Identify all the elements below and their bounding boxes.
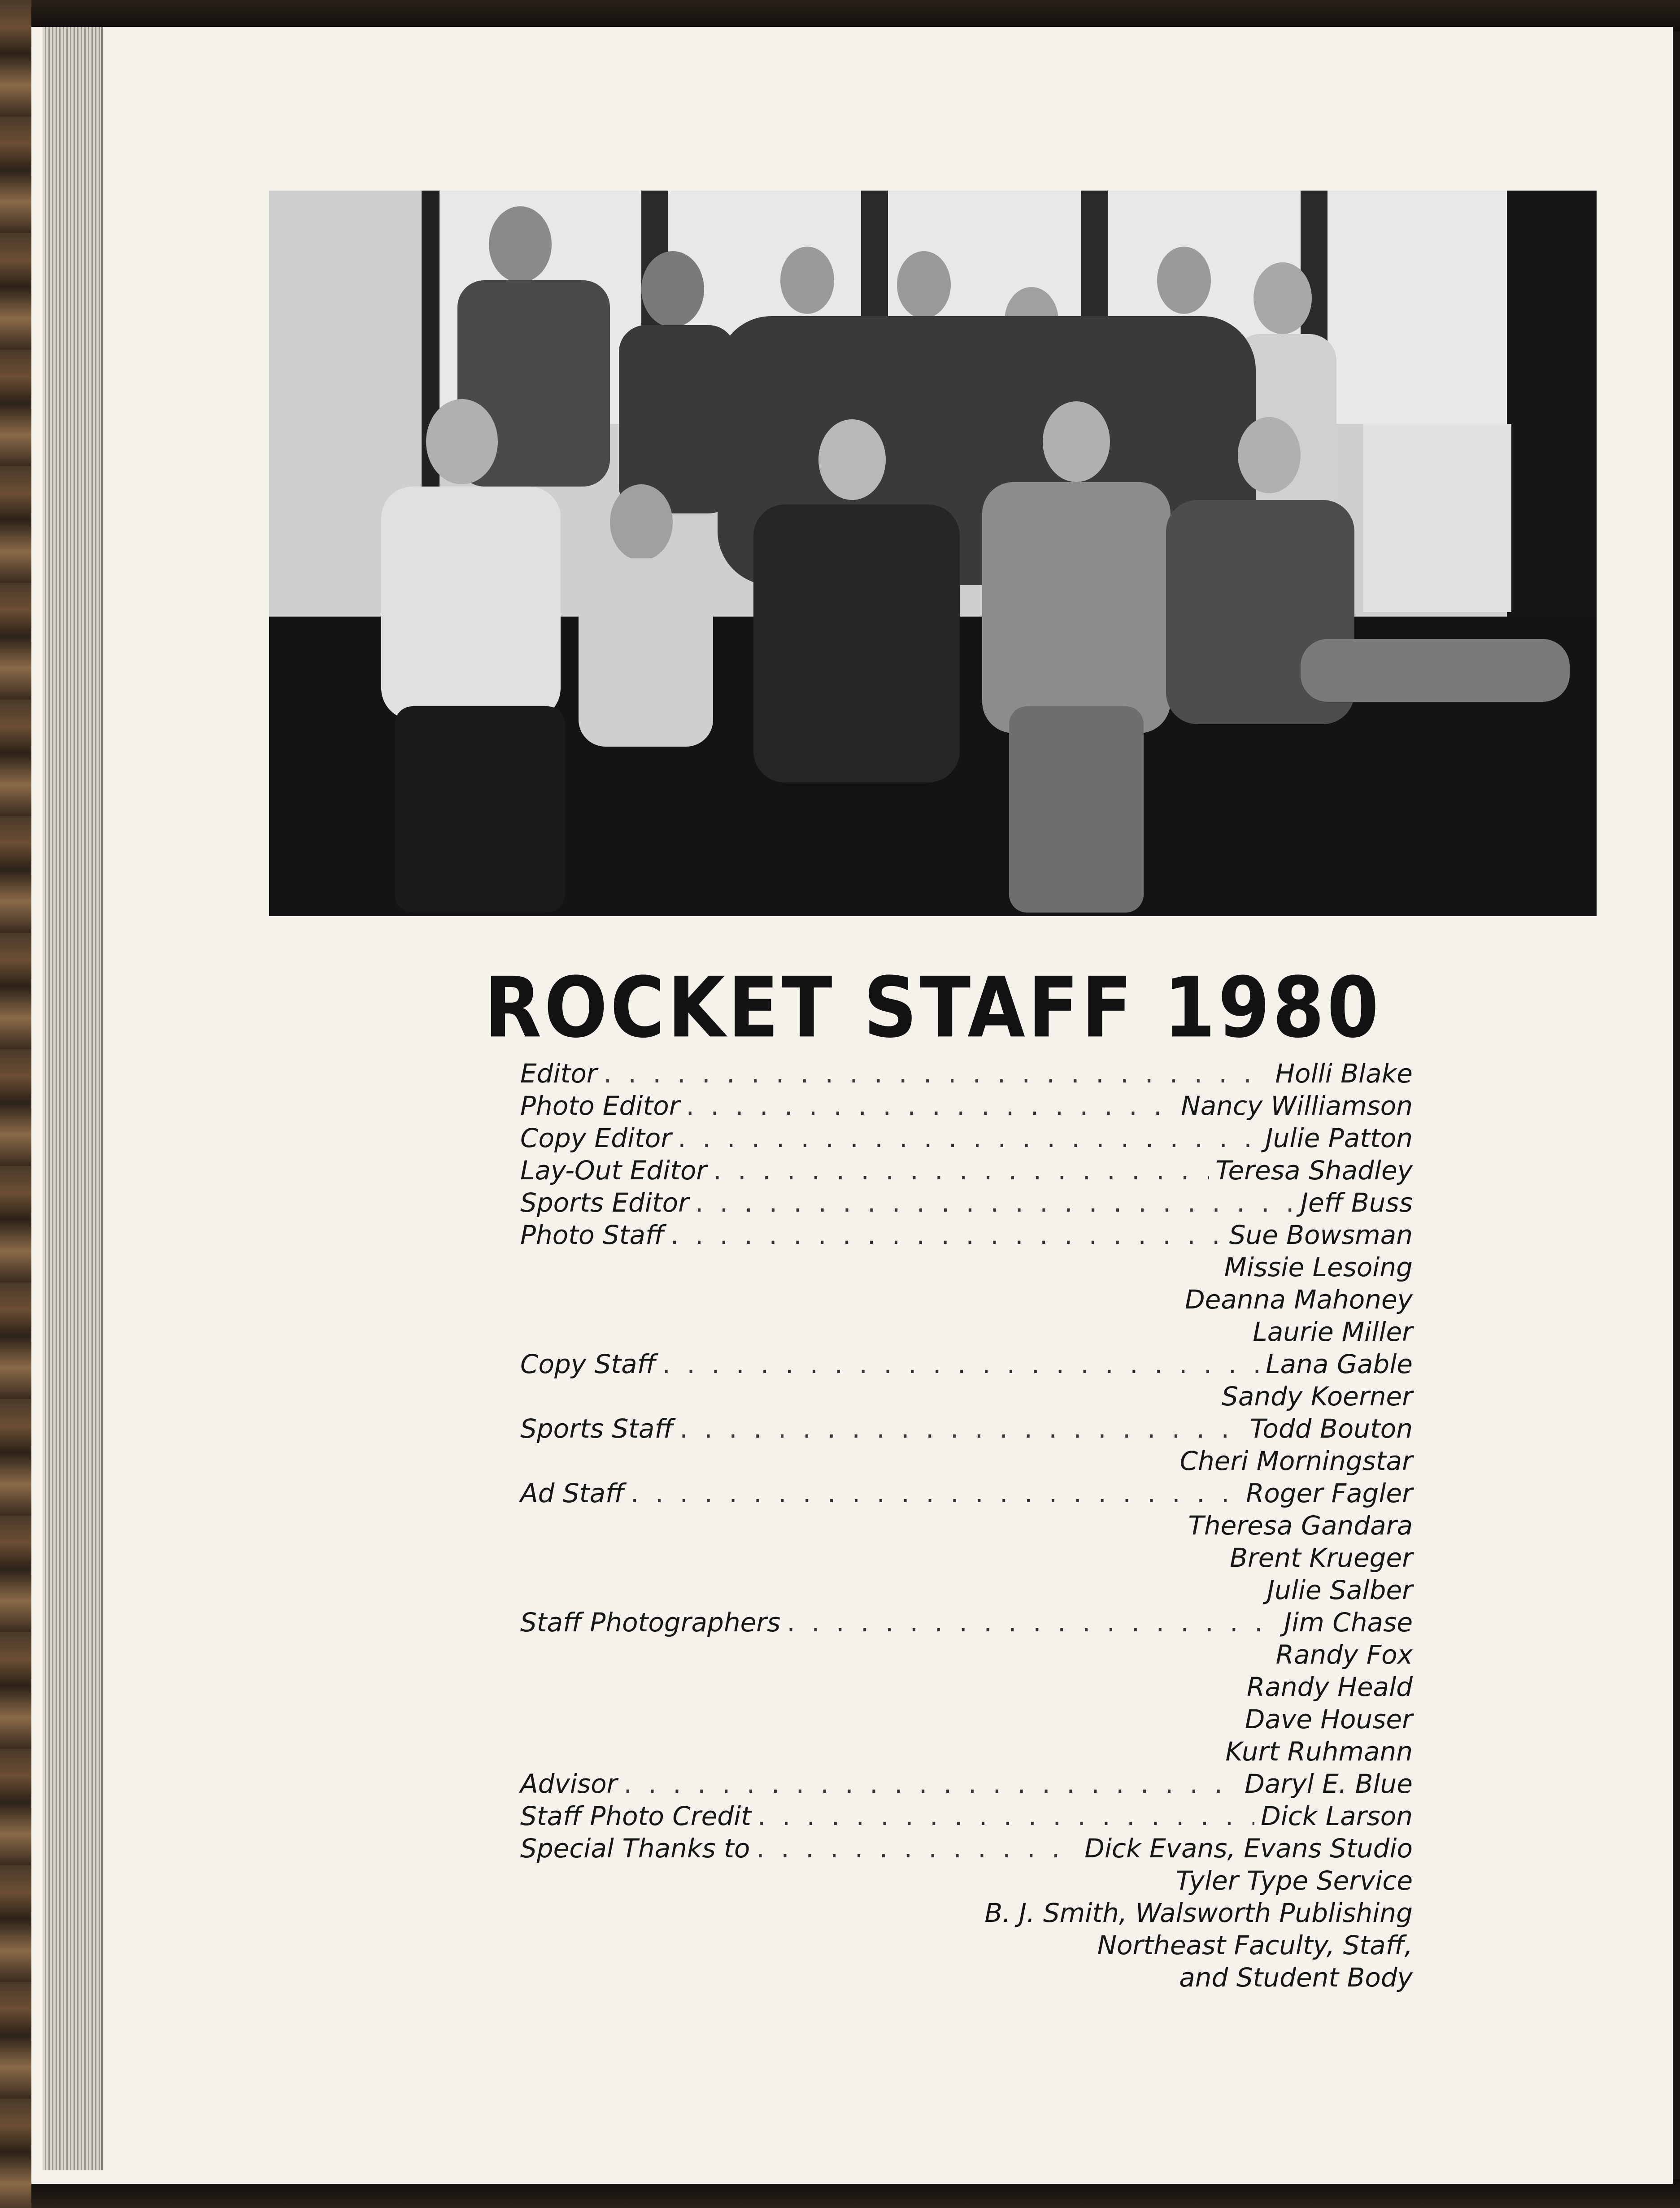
dot-leader (756, 1832, 1078, 1865)
credit-role: Photo Staff (520, 1220, 664, 1250)
credit-role: Sports Editor (520, 1187, 689, 1218)
credit-row (520, 1122, 1413, 1154)
credit-row (520, 1413, 1413, 1445)
credit-row (520, 1800, 1413, 1832)
credit-name: Deanna Mahoney (1185, 1284, 1413, 1315)
credit-role: Photo Editor (520, 1091, 680, 1121)
dot-leader (623, 1768, 1238, 1800)
credit-row (520, 1348, 1413, 1380)
credit-name: Sandy Koerner (1222, 1381, 1413, 1412)
page-stack-edge (43, 27, 103, 2170)
credit-row (520, 1154, 1413, 1187)
credit-name: Julie Patton (1265, 1123, 1413, 1153)
book-edge-left (0, 0, 31, 2208)
credit-role: Copy Staff (520, 1349, 656, 1379)
credit-name: Cheri Morningstar (1179, 1446, 1413, 1476)
dot-leader (757, 1800, 1254, 1832)
dot-leader (604, 1057, 1269, 1090)
credit-name: Holli Blake (1275, 1058, 1413, 1089)
credit-role: Advisor (520, 1769, 618, 1799)
credit-name: Theresa Gandara (1188, 1510, 1413, 1541)
credit-role: Ad Staff (520, 1478, 624, 1508)
credit-name: Todd Bouton (1250, 1413, 1413, 1444)
credit-row (520, 1768, 1413, 1800)
credit-role: Staff Photographers (520, 1607, 781, 1638)
credit-name: Dick Evans, Evans Studio (1084, 1833, 1413, 1864)
dot-leader (713, 1154, 1209, 1187)
dot-leader (631, 1477, 1240, 1509)
credit-name: Brent Krueger (1230, 1543, 1413, 1573)
dot-leader (678, 1122, 1259, 1154)
credit-name: Dick Larson (1261, 1801, 1413, 1831)
credit-name: Randy Fox (1275, 1639, 1413, 1670)
credit-name: Sue Bowsman (1229, 1220, 1413, 1250)
credit-row (520, 1187, 1413, 1219)
credit-name: Kurt Ruhmann (1225, 1736, 1413, 1767)
credit-role: Staff Photo Credit (520, 1801, 751, 1831)
credit-name: Roger Fagler (1246, 1478, 1413, 1508)
credit-name: Northeast Faculty, Staff, (1097, 1930, 1413, 1960)
credit-row (520, 1219, 1413, 1251)
credit-name: Lana Gable (1266, 1349, 1413, 1379)
page-title: ROCKET STAFF 1980 (484, 960, 1382, 1057)
credit-name: Nancy Williamson (1181, 1091, 1413, 1121)
credit-row (520, 1090, 1413, 1122)
credit-name: Laurie Miller (1253, 1317, 1413, 1347)
staff-group-photo (269, 191, 1597, 916)
credit-name: B. J. Smith, Walsworth Publishing (984, 1898, 1413, 1928)
credit-role: Sports Staff (520, 1413, 674, 1444)
credit-name: Jeff Buss (1300, 1187, 1413, 1218)
staff-credits-list (520, 1057, 1413, 1994)
credit-name: Daryl E. Blue (1245, 1769, 1413, 1799)
dot-leader (695, 1187, 1294, 1219)
credit-name: Missie Lesoing (1224, 1252, 1413, 1282)
credit-role: Special Thanks to (520, 1833, 750, 1864)
credit-name: Tyler Type Service (1175, 1865, 1413, 1896)
dot-leader (679, 1413, 1244, 1445)
credit-row (520, 1477, 1413, 1509)
credit-name: and Student Body (1179, 1962, 1413, 1993)
credit-role: Editor (520, 1058, 597, 1089)
credit-name: Teresa Shadley (1215, 1155, 1413, 1186)
credit-role: Lay-Out Editor (520, 1155, 707, 1186)
dot-leader (686, 1090, 1175, 1122)
credit-name: Jim Chase (1284, 1607, 1413, 1638)
credit-row (520, 1057, 1413, 1090)
credit-name: Dave Houser (1245, 1704, 1413, 1734)
dot-leader (662, 1348, 1260, 1380)
dot-leader (787, 1606, 1278, 1639)
credit-row (520, 1606, 1413, 1639)
credit-name: Randy Heald (1247, 1672, 1413, 1702)
credit-row (520, 1832, 1413, 1865)
dot-leader (670, 1219, 1223, 1251)
credit-role: Copy Editor (520, 1123, 672, 1153)
credit-name: Julie Salber (1267, 1575, 1413, 1605)
